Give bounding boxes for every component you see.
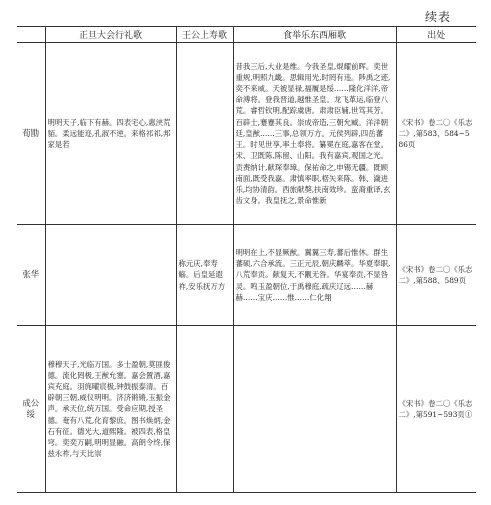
shangshou-cell — [176, 326, 233, 493]
table-row — [17, 43, 476, 225]
header-source: 出处 — [396, 27, 476, 43]
author-cell: 张华 — [17, 225, 45, 326]
author-cell: 荀勖 — [17, 43, 45, 225]
zhengdan-cell: 明明天子,临下有赫。四表宅心,惠浃荒貊。柔远能迩,孔淑不逆。来格祁祁,邦家是若 — [45, 43, 176, 225]
shangshou-cell — [176, 43, 233, 225]
continued-label: 续表 — [424, 10, 451, 24]
table-row — [17, 326, 476, 493]
shiju-cell: 昔我三后,大业是维。今我圣皇,焜耀前晖。奕世重规,明照九畿。思辑用光,时罔有违。陟禹之迹,奕不来威。天被显禄,福履是绥……隆化洋洋,帝命溥将。登我晋道,越惟圣皇。龙飞革运,临登八荒。睿哲钦明,配踪虞唐。肃肃臣辅,世笃其芳。百辟士,蹇蹇其良。崇成帝造,三朝允臧。洋洋朝廷,皇猷……三事,总领万方。元侯列辟,四岳蕃王。时见世享,率土奉将。纂冕在庭,嘉客在堂。宋、卫既陈,陈留、山阳。我有嘉宾,观国之光。贡赉纳计,献琛奉璋。保祐命之,申锡无疆。既顾南面,既受我嘉。肃慎率职,楛矢来陈。韩、濊进乐,均协清韵。西旅献獒,扶南效珍。蛮裔重译,玄齿文身。我皇抚之,景命惟新 — [233, 43, 396, 225]
author-cell: 成公绥 — [17, 326, 45, 493]
source-cell: 《宋书》卷二〇《乐志二》,第583、584~586页 — [396, 43, 476, 225]
songs-table — [17, 26, 476, 493]
zhengdan-cell: 穆穆天子,光临万国。多士盈朝,莫匪俊德。流化罔极,王猷允塞。嘉会置酒,嘉宾充庭。羽旄曜宸极,钟鼓振泰清。百辟朝三朝,威仪明明。济济锵锵,玉振金声。承天位,统万国。受命应期,授圣德。奄有八荒,化育黎庶。图书焕炳,金石有征。德光大,道熙隆。被四表,格皇穹。奕奕万嗣,明明显融。高朗令终,保兹永祚,与天比崇 — [45, 326, 176, 493]
shiju-cell: 明明在上,不显厥猷。翼翼三寿,蕃后惟休。群生蕃硕,六合承流。三正元辰,朝庆麟萃。华夏奉职,八荒奉贡。献复天,不觏无咎。华宴奉贡,不显咎灵。鸣玉盈朝位,于禹穆庭,疏庆辽远……赫赫……宝庆……惟……仁化翔 — [233, 225, 396, 326]
table-header-row — [17, 27, 476, 43]
source-cell: 《宋书》卷二〇《乐志二》,第591~593页① — [396, 326, 476, 493]
source-cell: 《宋书》卷二〇《乐志二》,第588、589页 — [396, 225, 476, 326]
shiju-cell — [233, 326, 396, 493]
shangshou-cell: 称元庆,奉寿觞。后皇延遐祚,安乐抚万方 — [176, 225, 233, 326]
header-zhengdan: 正旦大会行礼歌 — [45, 27, 176, 43]
header-author — [17, 27, 45, 43]
header-shiju: 食举乐东西厢歌 — [233, 27, 396, 43]
zhengdan-cell — [45, 225, 176, 326]
table-row — [17, 225, 476, 326]
header-shangshou: 王公上寿歌 — [176, 27, 233, 43]
